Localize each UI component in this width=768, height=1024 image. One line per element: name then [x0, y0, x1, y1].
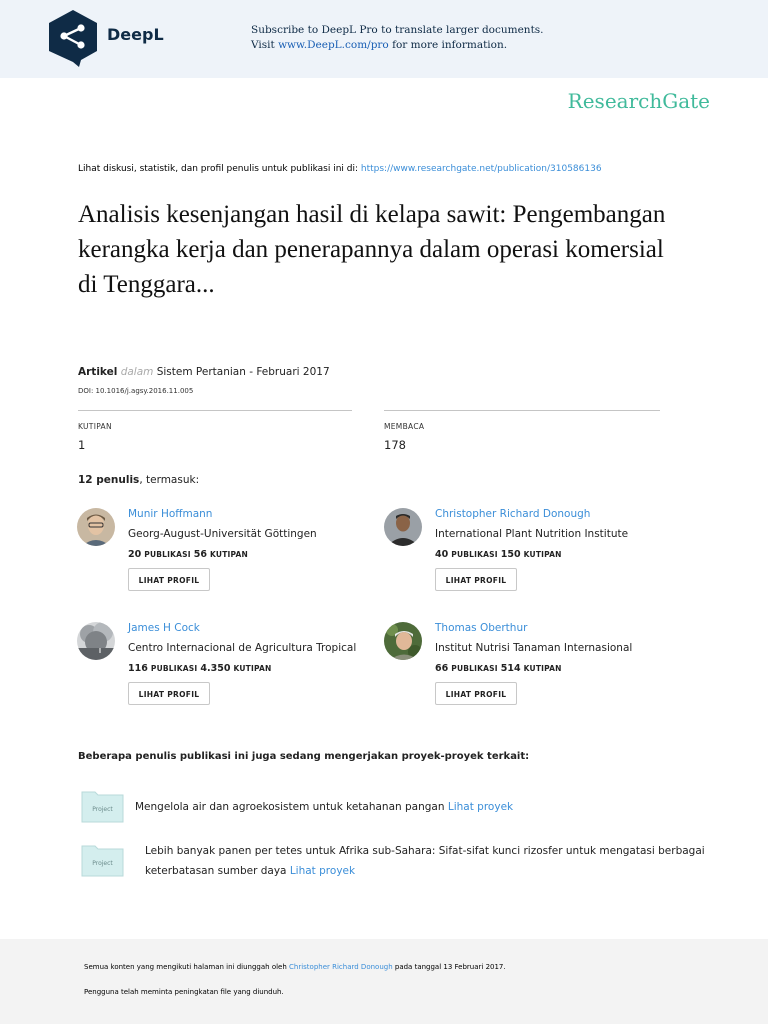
- author-cites-count: 514: [500, 663, 521, 674]
- upload-note-suffix: pada tanggal 13 Februari 2017.: [392, 963, 506, 971]
- author-pubs-label: PUBLIKASI: [451, 550, 498, 559]
- deepl-pro-link[interactable]: www.DeepL.com/pro: [278, 39, 389, 51]
- authors-header: [78, 474, 199, 486]
- author-photo-icon: [77, 622, 115, 660]
- avatar[interactable]: [384, 622, 422, 660]
- citations-divider: [78, 410, 352, 411]
- author-stats: [128, 549, 248, 560]
- avatar[interactable]: [77, 508, 115, 546]
- view-profile-button[interactable]: LIHAT PROFIL: [435, 568, 517, 591]
- view-profile-button[interactable]: LIHAT PROFIL: [128, 682, 210, 705]
- upload-note-prefix: Semua konten yang mengikuti halaman ini diunggah oleh: [84, 963, 290, 971]
- author-pubs-count: 116: [128, 663, 148, 674]
- author-pubs-label: PUBLIKASI: [150, 664, 198, 673]
- reads-divider: [384, 410, 660, 411]
- author-cites-count: 150: [500, 549, 521, 560]
- upload-note: [84, 963, 506, 971]
- author-institution: Institut Nutrisi Tanaman Internasional: [435, 642, 633, 654]
- article-type: Artikel: [78, 366, 118, 378]
- author-stats: [435, 549, 562, 560]
- author-cites-label: KUTIPAN: [233, 664, 272, 673]
- project-folder-icon: [81, 843, 124, 877]
- author-cites-count: 4.350: [200, 663, 231, 674]
- author-pubs-count: 40: [435, 549, 449, 560]
- avatar[interactable]: [77, 622, 115, 660]
- author-name-link[interactable]: Christopher Richard Donough: [435, 508, 591, 520]
- deepl-msg-line1: Subscribe to DeepL Pro to translate larger documents.: [251, 24, 544, 36]
- footer: [0, 939, 768, 1024]
- authors-count: 12 penulis: [78, 474, 140, 486]
- project-icon-label: Project: [92, 860, 113, 867]
- avatar[interactable]: [384, 508, 422, 546]
- author-card: [77, 508, 367, 608]
- project-icon-label: Project: [92, 806, 113, 813]
- uploader-link[interactable]: Christopher Richard Donough: [289, 963, 393, 971]
- deepl-logo-icon[interactable]: [47, 9, 99, 69]
- author-institution: International Plant Nutrition Institute: [435, 528, 629, 540]
- author-stats: [128, 663, 271, 674]
- view-project-link[interactable]: Lihat proyek: [447, 801, 514, 813]
- article-journal: Sistem Pertanian - Februari 2017: [153, 366, 330, 378]
- publication-url-link[interactable]: https://www.researchgate.net/publication/310586136: [360, 164, 602, 174]
- view-project-link[interactable]: Lihat proyek: [289, 865, 356, 877]
- view-profile-button[interactable]: LIHAT PROFIL: [128, 568, 210, 591]
- author-pubs-count: 20: [128, 549, 142, 560]
- article-info: [78, 366, 330, 378]
- author-pubs-label: PUBLIKASI: [144, 550, 191, 559]
- project-folder-icon: [81, 789, 124, 823]
- author-photo-icon: [77, 508, 115, 546]
- project-item: [135, 797, 695, 817]
- author-institution: Centro Internacional de Agricultura Tropical: [128, 642, 357, 654]
- project-title: Mengelola air dan agroekosistem untuk ketahanan pangan: [135, 801, 448, 813]
- author-card: [384, 508, 674, 608]
- deepl-msg-tail: for more information.: [388, 39, 508, 51]
- view-profile-button[interactable]: LIHAT PROFIL: [435, 682, 517, 705]
- project-title: Lebih banyak panen per tetes untuk Afrika sub-Sahara: Sifat-sifat kunci rizosfer untuk mengatasi berbagai keterbatasan sumber daya: [145, 845, 705, 877]
- discussion-text: Lihat diskusi, statistik, dan profil penulis untuk publikasi ini di:: [78, 164, 361, 174]
- reads-label: MEMBACA: [384, 422, 425, 431]
- projects-header: Beberapa penulis publikasi ini juga sedang mengerjakan proyek-proyek terkait:: [78, 751, 530, 762]
- deepl-banner: [0, 0, 768, 78]
- authors-suffix: , termasuk:: [139, 474, 200, 486]
- author-cites-label: KUTIPAN: [523, 550, 562, 559]
- article-in-word: dalam: [120, 366, 154, 378]
- discussion-line: [78, 164, 602, 174]
- author-name-link[interactable]: Munir Hoffmann: [128, 508, 213, 520]
- author-photo-icon: [384, 622, 422, 660]
- author-pubs-count: 66: [435, 663, 449, 674]
- enhancement-note: Pengguna telah meminta peningkatan file yang diunduh.: [84, 988, 284, 996]
- deepl-brand-name: DeepL: [107, 25, 164, 44]
- author-photo-icon: [384, 508, 422, 546]
- author-name-link[interactable]: James H Cock: [128, 622, 200, 634]
- author-card: [384, 622, 674, 722]
- author-card: [77, 622, 367, 722]
- author-cites-label: KUTIPAN: [523, 664, 562, 673]
- doi-text: DOI: 10.1016/j.agsy.2016.11.005: [78, 387, 194, 395]
- citations-value: 1: [78, 438, 86, 452]
- author-pubs-label: PUBLIKASI: [451, 664, 498, 673]
- deepl-msg-visit: Visit: [251, 39, 279, 51]
- author-name-link[interactable]: Thomas Oberthur: [435, 622, 528, 634]
- deepl-msg-line2: [251, 38, 544, 53]
- reads-value: 178: [384, 438, 406, 452]
- citations-label: KUTIPAN: [78, 422, 112, 431]
- deepl-subscribe-message: [251, 23, 544, 53]
- project-item: [145, 841, 705, 881]
- author-institution: Georg-August-Universität Göttingen: [128, 528, 317, 540]
- author-cites-count: 56: [193, 549, 208, 560]
- researchgate-logo[interactable]: ResearchGate: [567, 89, 710, 113]
- author-stats: [435, 663, 562, 674]
- author-cites-label: KUTIPAN: [210, 550, 249, 559]
- publication-title: Analisis kesenjangan hasil di kelapa sawit: Pengembangan kerangka kerja dan penerapannya dalam operasi komersial di Tenggara...: [78, 201, 666, 298]
